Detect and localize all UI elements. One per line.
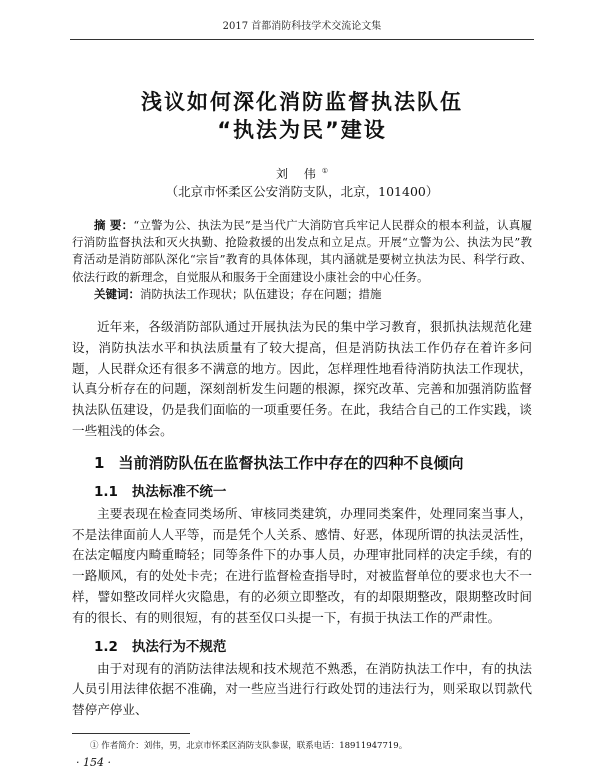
author-footnote-mark: ①	[321, 167, 329, 175]
page-number: · 154 ·	[76, 755, 111, 769]
section-1-1-heading	[72, 482, 532, 502]
keywords	[72, 286, 532, 303]
section-number: 1	[94, 453, 105, 472]
author-name: 刘 伟	[275, 167, 322, 181]
section-title: 执法行为不规范	[131, 638, 227, 655]
footnote-rule	[72, 733, 190, 734]
author	[72, 162, 532, 183]
intro-paragraph: 近年来，各级消防部队通过开展执法为民的集中学习教育，狠抓执法规范化建设，消防执法水平和执法质量有了较大提高，但是消防执法工作仍存在着许多问题，人民群众还有很多不满意的地方。因此，怎样理性地看待消防执法工作现状，认真分析存在的问题，深刻剖析发生问题的根源，探究改革、完善和加强消防监督执法队伍建设，仍是我们面临的一项重要任务。在此，我结合自己的工作实践，谈一些粗浅的体会。	[72, 320, 532, 438]
title-line-1: 浅议如何深化消防监督执法队伍	[141, 90, 463, 114]
section-1-2-paragraph: 由于对现有的消防法律法规和技术规范不熟悉，在消防执法工作中，有的执法人员引用法律依据不准确，对一些应当进行行政处罚的违法行为，则采取以罚款代替停产停业、	[72, 661, 532, 718]
section-title: 执法标准不统一	[131, 483, 227, 500]
keywords-text: 消防执法工作现状；队伍建设；存在问题；措施	[140, 286, 382, 301]
keywords-label: 关键词：	[94, 286, 140, 301]
abstract-text: “立警为公、执法为民”是当代广大消防官兵牢记人民群众的根本利益，认真履行消防监督执法和灭火执勤、抢险救援的出发点和立足点。开展“立警为公、执法为民”教育活动是消防部队深化“宗旨”教育的具体体现，其内涵就是要树立执法为民、科学行政、依法行政的新理念，自觉服从和服务于全面建设小康社会的中心任务。	[72, 218, 532, 284]
section-1-2-heading	[72, 637, 532, 657]
running-header: 2017 首都消防科技学术交流论文集	[222, 21, 382, 32]
affiliation: （北京市怀柔区公安消防支队，北京，101400）	[165, 184, 439, 199]
header-rule	[70, 39, 534, 40]
section-number: 1.1	[94, 483, 118, 500]
abstract	[72, 217, 532, 286]
title-line-2: “执法为民”建设	[217, 118, 387, 142]
abstract-label: 摘 要：	[94, 218, 134, 232]
footnote: ① 作者简介：刘伟，男，北京市怀柔区消防支队参谋，联系电话：18911947719。	[90, 740, 408, 751]
section-1-1-paragraph: 主要表现在检查同类场所、审核同类建筑，办理同类案件，处理同案当事人，不是法律面前人人平等，而是凭个人关系、感情、好恶，体现所谓的执法灵活性，在法定幅度内畸重畸轻；同等条件下的办事人员，办理审批同样的决定手续，有的一路顺风，有的处处卡壳；在进行监督检查指导时，对被监督单位的要求也大不一样，譬如整改同样火灾隐患，有的必须立即整改，有的却限期整改，限期整改时间有的很长、有的则很短，有的甚至仅口头提一下，有损于执法工作的严肃性。	[72, 506, 532, 625]
section-number: 1.2	[94, 638, 118, 655]
section-1-heading	[72, 452, 532, 474]
section-title: 当前消防队伍在监督执法工作中存在的四种不良倾向	[118, 453, 464, 472]
